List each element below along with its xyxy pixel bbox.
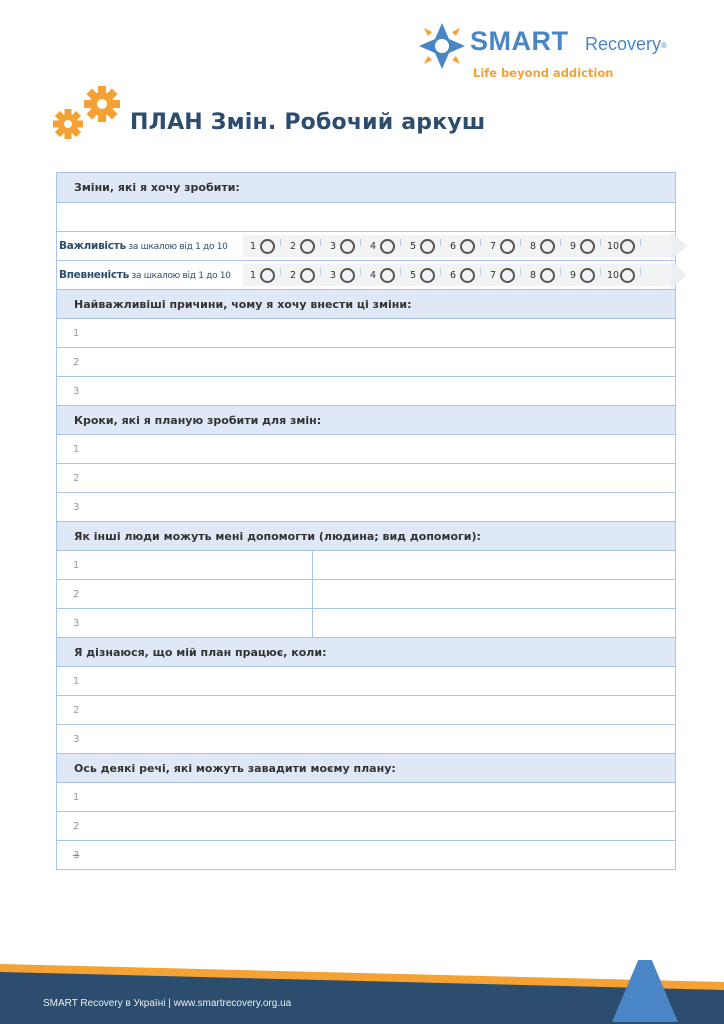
scale-separator [440,268,441,275]
scale-option[interactable] [287,268,327,283]
scale-option-label: 3 [329,269,337,281]
radio-circle-icon[interactable] [380,268,395,283]
scale-option[interactable] [527,268,567,283]
confidence-row [57,260,675,289]
row-number: 1 [73,559,80,571]
confidence-scale [243,264,671,286]
scale-separator [640,268,641,275]
row-number: 3 [73,501,80,513]
smart-recovery-logo [418,22,688,84]
radio-circle-icon[interactable] [420,239,435,254]
scale-separator [600,268,601,275]
scale-separator [560,268,561,275]
scale-option[interactable] [367,239,407,254]
progress-row-2[interactable] [57,695,675,724]
radio-circle-icon[interactable] [340,268,355,283]
scale-separator [440,239,441,246]
scale-option[interactable] [407,239,447,254]
logo-tagline: Life beyond addiction [473,66,614,80]
row-number: 2 [73,704,80,716]
scale-option[interactable] [447,239,487,254]
column-divider [312,580,313,608]
scale-separator [640,239,641,246]
reasons-row-1[interactable] [57,318,675,347]
scale-separator [280,268,281,275]
scale-separator [320,268,321,275]
scale-option[interactable] [527,239,567,254]
scale-option[interactable] [247,268,287,283]
footer-banner [0,960,724,1024]
confidence-label: Впевненість за шкалою від 1 до 10 [59,269,231,281]
reasons-row-2[interactable] [57,347,675,376]
scale-separator [480,239,481,246]
scale-separator [360,268,361,275]
radio-circle-icon[interactable] [580,239,595,254]
steps-row-1[interactable] [57,434,675,463]
scale-option-label: 5 [409,240,417,252]
radio-circle-icon[interactable] [620,268,635,283]
page-title: ПЛАН Змін. Робочий аркуш [130,110,486,135]
row-number: 3 [73,849,80,861]
radio-circle-icon[interactable] [260,239,275,254]
scale-option[interactable] [327,239,367,254]
scale-option[interactable] [487,268,527,283]
radio-circle-icon[interactable] [300,268,315,283]
obstacles-heading: Ось деякі речі, які можуть завадити моєму плану: [57,753,675,782]
scale-option-label: 10 [607,269,620,281]
scale-separator [600,239,601,246]
radio-circle-icon[interactable] [580,268,595,283]
scale-option-label: 4 [369,269,377,281]
row-number: 1 [73,675,80,687]
logo-brand: SMART [470,26,569,56]
scale-option[interactable] [287,239,327,254]
changes-input-row[interactable] [57,202,675,231]
scale-option-label: 2 [289,240,297,252]
radio-circle-icon[interactable] [540,239,555,254]
row-number: 3 [73,385,80,397]
scale-option[interactable] [567,239,607,254]
scale-separator [400,239,401,246]
obstacles-row-3[interactable] [57,840,675,869]
row-number: 2 [73,588,80,600]
star-compass-icon [418,22,466,70]
column-divider [312,551,313,579]
importance-label: Важливість за шкалою від 1 до 10 [59,240,228,252]
scale-separator [360,239,361,246]
importance-row [57,231,675,260]
scale-separator [400,268,401,275]
helpers-row-1[interactable] [57,550,675,579]
scale-separator [520,268,521,275]
scale-separator [280,239,281,246]
gears-icon [50,84,124,142]
row-number: 3 [73,617,80,629]
scale-option[interactable] [487,239,527,254]
obstacles-row-1[interactable] [57,782,675,811]
radio-circle-icon[interactable] [420,268,435,283]
radio-circle-icon[interactable] [540,268,555,283]
reasons-row-3[interactable] [57,376,675,405]
scale-option[interactable] [607,239,647,254]
radio-circle-icon[interactable] [460,239,475,254]
scale-option-label: 5 [409,269,417,281]
progress-heading: Я дізнаюся, що мій план працює, коли: [57,637,675,666]
scale-option-label: 9 [569,240,577,252]
scale-option-label: 7 [489,240,497,252]
steps-row-2[interactable] [57,463,675,492]
scale-separator [560,239,561,246]
row-number: 2 [73,820,80,832]
scale-option-label: 10 [607,240,620,252]
scale-option[interactable] [607,268,647,283]
radio-circle-icon[interactable] [260,268,275,283]
scale-option[interactable] [567,268,607,283]
scale-option-label: 2 [289,269,297,281]
obstacles-row-2[interactable] [57,811,675,840]
row-number: 2 [73,472,80,484]
helpers-row-2[interactable] [57,579,675,608]
worksheet-table [56,172,676,870]
scale-option[interactable] [327,268,367,283]
scale-option[interactable] [367,268,407,283]
helpers-row-3[interactable] [57,608,675,637]
radio-circle-icon[interactable] [500,268,515,283]
steps-heading: Кроки, які я планую зробити для змін: [57,405,675,434]
radio-circle-icon[interactable] [620,239,635,254]
row-number: 2 [73,356,80,368]
scale-option[interactable] [247,239,287,254]
radio-circle-icon[interactable] [340,239,355,254]
logo-brand-suffix: Recovery® [585,34,667,54]
steps-row-3[interactable] [57,492,675,521]
scale-option-label: 8 [529,269,537,281]
scale-option-label: 9 [569,269,577,281]
progress-row-3[interactable] [57,724,675,753]
scale-option-label: 1 [249,240,257,252]
changes-heading: Зміни, які я хочу зробити: [57,173,675,202]
reasons-heading: Найважливіші причини, чому я хочу внести ці зміни: [57,289,675,318]
radio-circle-icon[interactable] [460,268,475,283]
row-number: 1 [73,443,80,455]
scale-option[interactable] [407,268,447,283]
scale-separator [480,268,481,275]
row-number: 1 [73,791,80,803]
scale-option[interactable] [447,268,487,283]
radio-circle-icon[interactable] [380,239,395,254]
scale-separator [520,239,521,246]
radio-circle-icon[interactable] [500,239,515,254]
row-number: 3 [73,733,80,745]
scale-option-label: 4 [369,240,377,252]
importance-scale [243,235,671,257]
scale-option-label: 3 [329,240,337,252]
row-number: 1 [73,327,80,339]
scale-option-label: 6 [449,269,457,281]
column-divider [312,609,313,637]
scale-option-label: 6 [449,240,457,252]
scale-option-label: 7 [489,269,497,281]
footer-text: SMART Recovery в Україні | www.smartrecovery.org.ua [43,998,292,1009]
radio-circle-icon[interactable] [300,239,315,254]
scale-separator [320,239,321,246]
scale-option-label: 8 [529,240,537,252]
progress-row-1[interactable] [57,666,675,695]
helpers-heading: Як інші люди можуть мені допомогти (людина; вид допомоги): [57,521,675,550]
scale-option-label: 1 [249,269,257,281]
